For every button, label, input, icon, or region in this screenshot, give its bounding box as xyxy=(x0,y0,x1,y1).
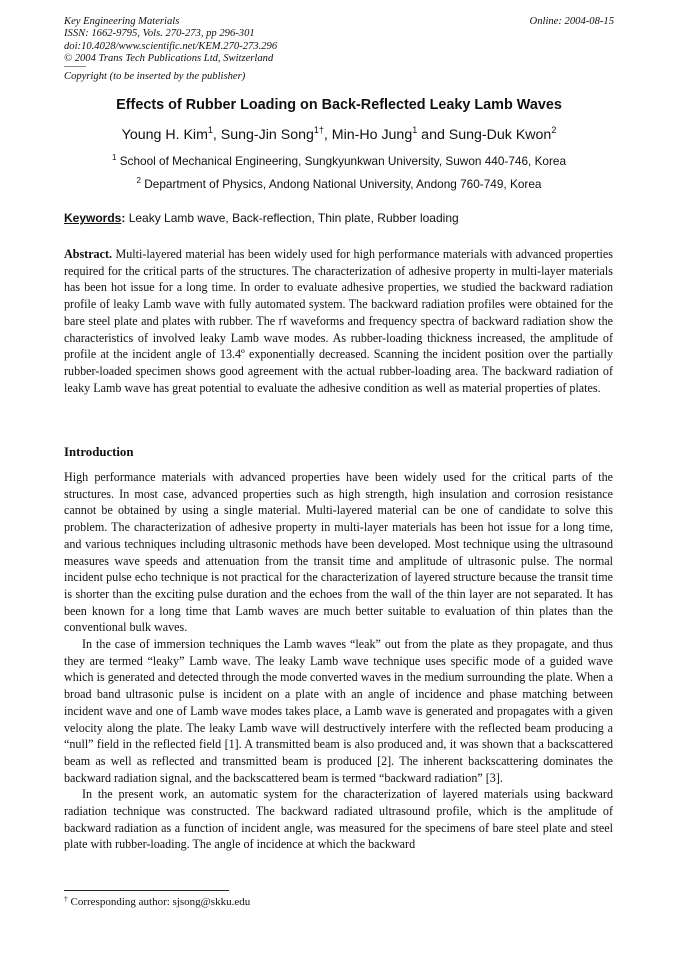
affiliation-text: Department of Physics, Andong National University, Andong 760-749, Korea xyxy=(144,177,542,191)
keywords-text: Leaky Lamb wave, Back-reflection, Thin plate, Rubber loading xyxy=(128,211,459,225)
author-list xyxy=(0,127,678,143)
introduction-body xyxy=(64,469,613,853)
footnote-mark: † xyxy=(64,894,68,903)
author-name: Sung-Jin Song xyxy=(220,127,314,143)
author-separator: , xyxy=(212,127,221,143)
journal-header xyxy=(64,16,277,66)
keywords-colon: : xyxy=(121,211,126,225)
author-separator: and xyxy=(417,127,449,143)
paragraph: In the case of immersion techniques the Lamb waves “leak” out from the plate as they propagate, and thus they are termed “leaky” Lamb wave. The leaky Lamb wave technique uses specific mode of a guided wave which is generated and detected through the mode converted waves in the medium surrounding the plate. When a broad band ultrasonic pulse is incident on a plate with an angle of incidence and phase matching between incident wave and one of Lamb wave modes takes place, a Lamb wave is generated and propagates with a given velocity along the plate. The leaky Lamb wave will destructively interfere with the reflected beam producing a “null” field in the reflected field [1]. A transmitted beam is also produced and, it was shown that a backscattered beam as well as reflected and transmitted beam is produced [2]. The inherent backscattering dominates the backward radiation signal, and the backscattered beam is termed “backward radiation” [3]. xyxy=(64,637,613,785)
footnote-text: Corresponding author: sjsong@skku.edu xyxy=(70,896,251,908)
online-date: Online: 2004-08-15 xyxy=(529,16,614,27)
author-affiliation-mark: 2 xyxy=(551,125,557,135)
paragraph: In the present work, an automatic system for the characterization of layered materials using backward radiation technique was constructed. The backward radiated ultrasound profile, which is the amplitude of backward radiation as a function of incident angle, was measured for the specimens of bare steel plate and steel plate with rubber-loading. The angle of incidence at which the backward xyxy=(64,787,613,852)
section-heading-introduction: Introduction xyxy=(64,445,134,459)
abstract-text: Multi-layered material has been widely used for high performance materials with advanced properties required for the critical parts of the structures. The characterization of adhesive property in multi-layer materials has been hot issue for a long time. In order to evaluate adhesive properties, we studied the backward radiation profile of leaky Lamb wave with fully automated system. The backward radiation profiles were obtained for the bare steel plate and plates with rubber. The rf waveforms and frequency spectra of backward radiation show the characteristics of involved leaky Lamb wave modes. As rubber-loading thickness increased, the amplitude of profile at the incident angle of 13.4º exponentially decreased. Scanning the incident position over the partially rubber-loaded specimen shows good agreement with the actual rubber-loading area. The backward radiation of leaky Lamb wave has great potential to evaluate the adhesive condition as well as material properties of plates. xyxy=(64,247,613,395)
affiliation-2 xyxy=(0,177,678,191)
abstract-label: Abstract. xyxy=(64,247,113,261)
author-name: Sung-Duk Kwon xyxy=(448,127,552,143)
keywords-line xyxy=(64,211,459,225)
affiliation-1 xyxy=(0,154,678,168)
author-separator: , xyxy=(323,127,332,143)
author-name: Young H. Kim xyxy=(121,127,208,143)
journal-publisher: © 2004 Trans Tech Publications Ltd, Switzerland xyxy=(64,53,274,65)
author-affiliation-mark: 1 xyxy=(207,125,213,135)
abstract-block xyxy=(64,246,613,396)
author-affiliation-mark: 1 xyxy=(412,125,418,135)
footnote xyxy=(64,896,250,908)
copyright-note: Copyright (to be inserted by the publisher) xyxy=(64,71,246,82)
keywords-label: Keywords xyxy=(64,211,122,225)
author-name: Min-Ho Jung xyxy=(331,127,413,143)
author-affiliation-mark: 1† xyxy=(313,125,324,135)
footnote-divider xyxy=(64,890,229,891)
journal-name: Key Engineering Materials xyxy=(64,16,180,27)
journal-doi: doi:10.4028/www.scientific.net/KEM.270-273.296 xyxy=(64,40,278,52)
affiliation-text: School of Mechanical Engineering, Sungkyunkwan University, Suwon 440-746, Korea xyxy=(119,154,567,168)
affiliation-number: 2 xyxy=(136,176,141,185)
journal-issn: ISSN: 1662-9795, Vols. 270-273, pp 296-301 xyxy=(64,28,255,40)
header-divider xyxy=(64,66,86,67)
paper-title: Effects of Rubber Loading on Back-Reflected Leaky Lamb Waves xyxy=(116,97,562,113)
paragraph: High performance materials with advanced properties have been widely used for the critical parts of the structures. In most case, advanced properties such as high strength, high insulation and corrosion resistance cannot be obtained by using a single material. Multi-layered material can be one of candidate to solve this problem. The characterization of adhesive property in multi-layer materials has been hot issue for a long time, and various techniques including ultrasonic methods have been developed. Most technique using the ultrasound measures wave speeds and attenuation from the transit time and amplitude of ultrasonic pulse. The normal incident pulse echo technique is not practical for the characterization of layered structure because the transit time is shorter than the exciting pulse duration and the echoes from the wall of the thin layer are not separated. It has been known for a long time that Lamb waves are much better suitable to evaluation of thin plates than the conventional bulk waves. xyxy=(64,470,613,635)
affiliation-number: 1 xyxy=(111,153,117,162)
